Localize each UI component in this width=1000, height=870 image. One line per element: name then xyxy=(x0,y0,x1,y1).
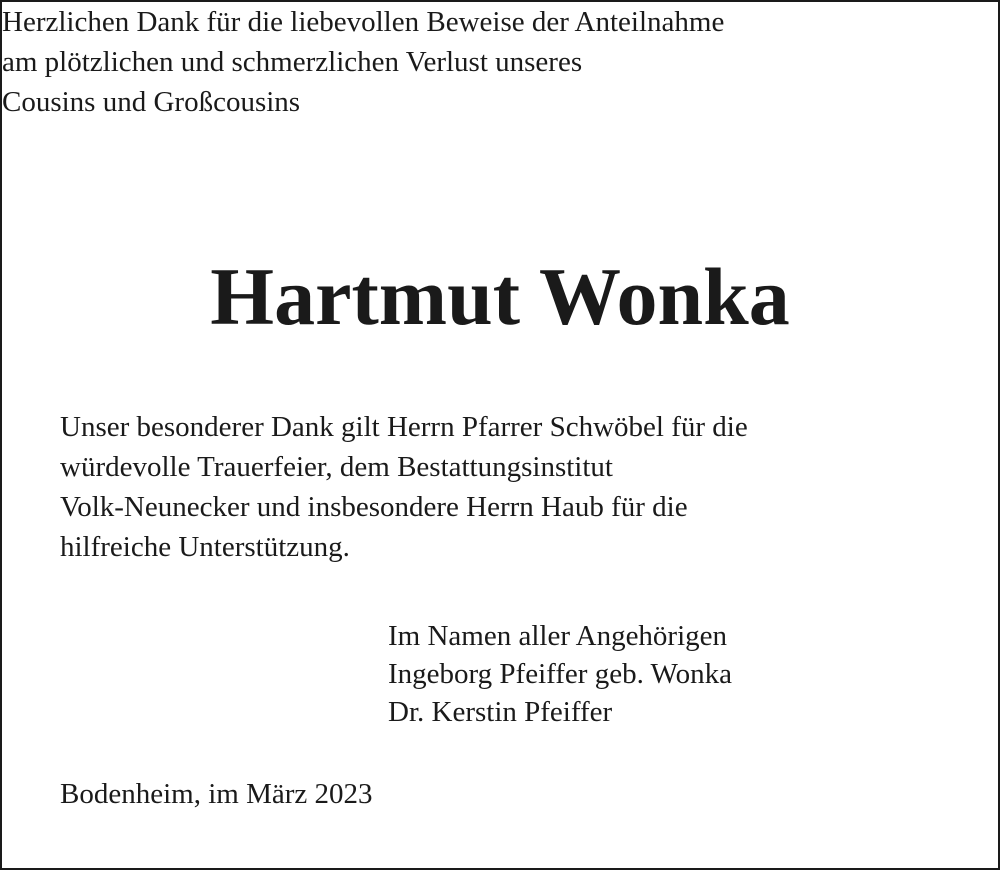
intro-line: am plötzlichen und schmerzlichen Verlust unseres xyxy=(2,46,583,78)
intro-line: Herzlichen Dank für die liebevollen Beweise der Anteilnahme xyxy=(2,6,725,38)
signature-line: Dr. Kerstin Pfeiffer xyxy=(388,696,613,728)
signature-line: Im Namen aller Angehörigen xyxy=(388,620,728,652)
thanks-line: Volk-Neunecker und insbesondere Herrn Haub für die xyxy=(60,491,688,523)
thanks-line: hilfreiche Unterstützung. xyxy=(60,531,350,563)
place-and-date: Bodenheim, im März 2023 xyxy=(60,778,373,810)
deceased-name: Hartmut Wonka xyxy=(210,251,790,342)
intro-line: Cousins und Großcousins xyxy=(2,86,301,118)
thanks-line: würdevolle Trauerfeier, dem Bestattungsinstitut xyxy=(60,451,613,483)
intro-paragraph xyxy=(2,2,998,122)
thanks-line: Unser besonderer Dank gilt Herrn Pfarrer Schwöbel für die xyxy=(60,411,748,443)
signature-line: Ingeborg Pfeiffer geb. Wonka xyxy=(388,658,732,690)
signature-block xyxy=(388,617,732,731)
thanks-paragraph xyxy=(60,407,748,567)
